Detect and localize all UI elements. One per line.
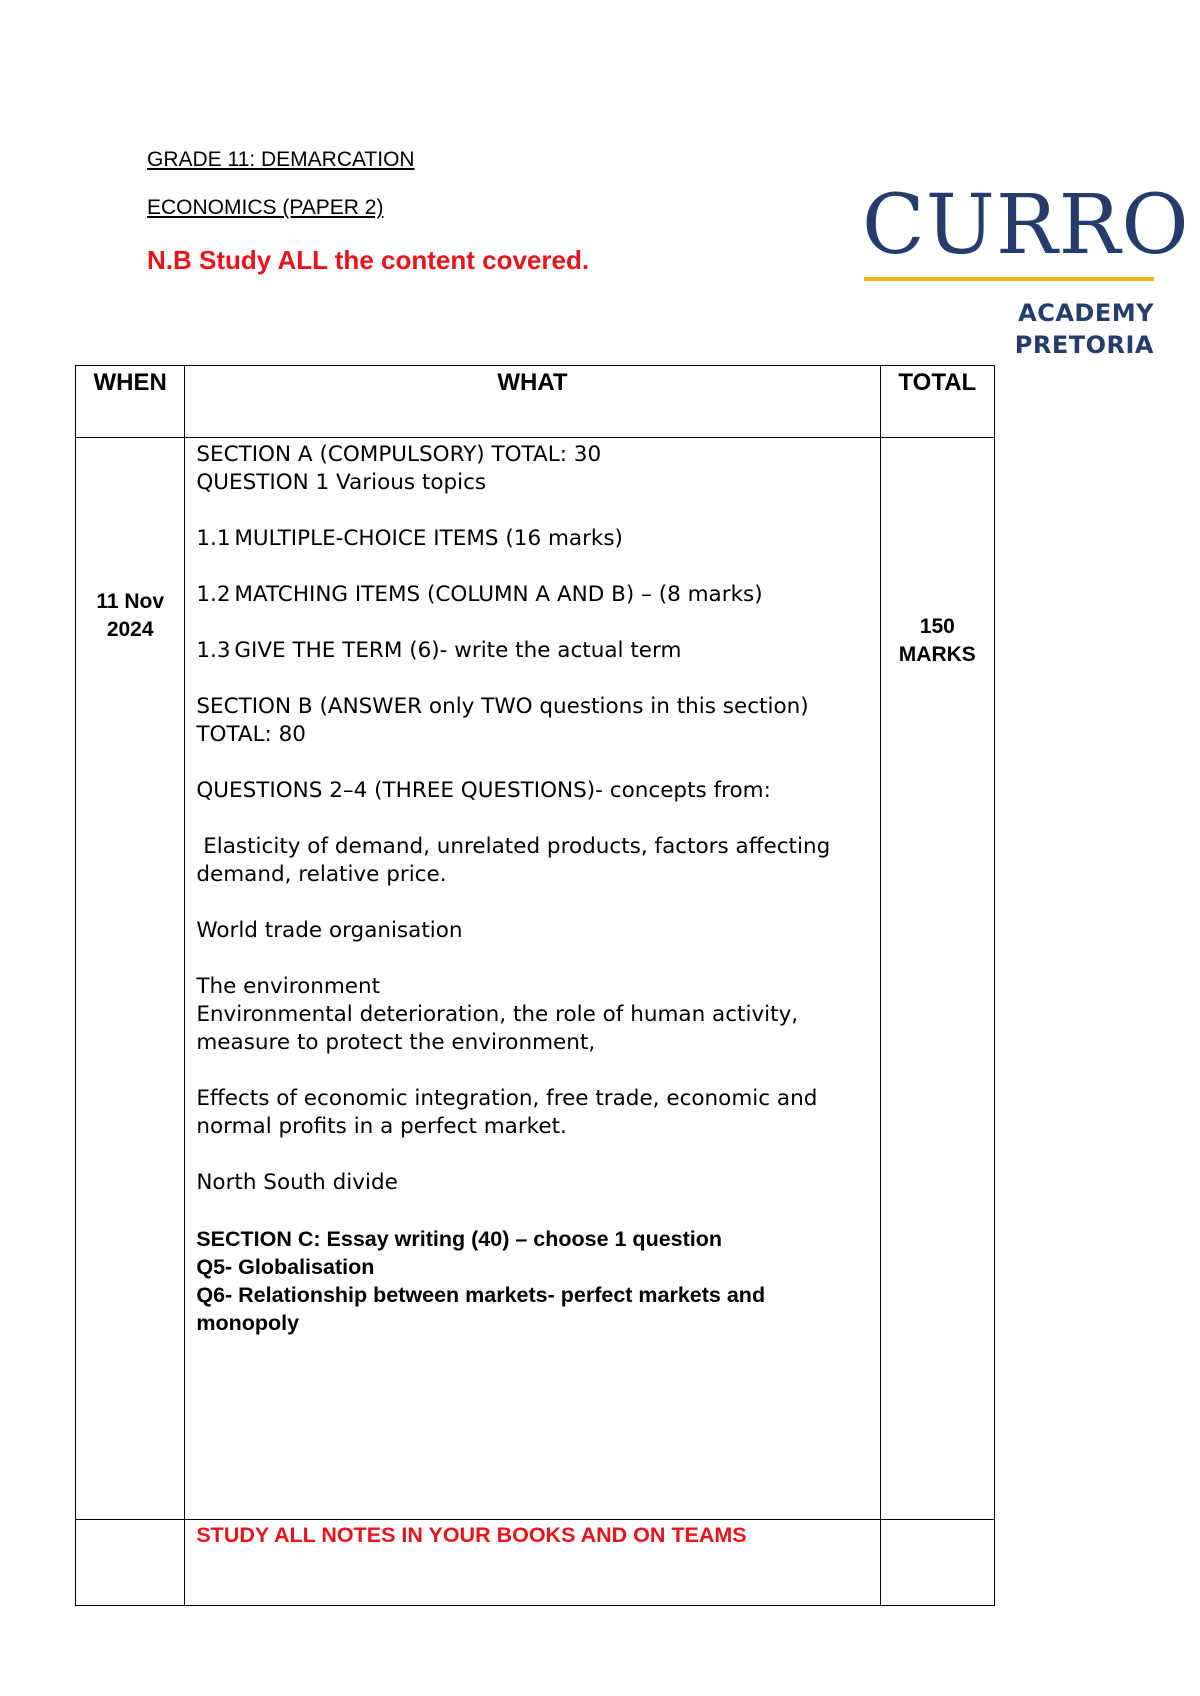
table-row xyxy=(76,438,995,1520)
logo-divider xyxy=(864,277,1154,281)
topic-environment-title: The environment xyxy=(196,974,381,999)
header-total: TOTAL xyxy=(880,366,994,438)
questions-2-4-heading: QUESTIONS 2–4 (THREE QUESTIONS)- concepts from: xyxy=(196,778,771,803)
total-marks-label: MARKS xyxy=(898,643,976,666)
demarcation-table xyxy=(75,365,995,1606)
total-marks-value: 150 xyxy=(919,615,955,638)
document-title: GRADE 11: DEMARCATION xyxy=(147,148,415,171)
header-when: WHEN xyxy=(76,366,185,438)
topic-north-south: North South divide xyxy=(196,1170,398,1195)
curro-logo xyxy=(862,178,1190,359)
document-subtitle: ECONOMICS (PAPER 2) xyxy=(147,196,384,219)
header-what: WHAT xyxy=(185,366,880,438)
what-cell xyxy=(185,438,880,1520)
topic-integration: Effects of economic integration, free trade, economic and normal profits in a perfect market. xyxy=(196,1086,818,1139)
logo-line-pretoria: PRETORIA xyxy=(1014,331,1154,359)
section-a-heading: SECTION A (COMPULSORY) TOTAL: 30 xyxy=(196,442,602,467)
question-5: Q5- Globalisation xyxy=(196,1255,375,1279)
list-item: 1.1 MULTIPLE-CHOICE ITEMS (16 marks) xyxy=(196,526,623,551)
logo-line-academy: ACADEMY xyxy=(1018,299,1154,327)
table-row xyxy=(76,1520,995,1606)
list-item: 1.2 MATCHING ITEMS (COLUMN A AND B) – (8 marks) xyxy=(196,582,763,607)
section-c-heading: SECTION C: Essay writing (40) – choose 1 question xyxy=(196,1227,723,1251)
table-header-row xyxy=(76,366,995,438)
exam-date-day: 11 Nov xyxy=(96,590,165,613)
section-b-heading: SECTION B (ANSWER only TWO questions in this section) TOTAL: 80 xyxy=(196,694,809,747)
topic-elasticity: Elasticity of demand, unrelated products, factors affecting demand, relative price. xyxy=(196,834,831,887)
total-cell xyxy=(880,438,994,1520)
exam-date-year: 2024 xyxy=(106,618,154,641)
when-cell xyxy=(76,438,185,1520)
study-notice: N.B Study ALL the content covered. xyxy=(147,245,590,275)
question-6: Q6- Relationship between markets- perfect markets and monopoly xyxy=(196,1283,766,1335)
logo-wordmark: CURRO xyxy=(862,178,1190,273)
topic-wto: World trade organisation xyxy=(196,918,463,943)
topic-environment-detail: Environmental deterioration, the role of human activity, measure to protect the environment, xyxy=(196,1002,799,1055)
footer-when-cell xyxy=(76,1520,185,1606)
list-item: 1.3 GIVE THE TERM (6)- write the actual term xyxy=(196,638,682,663)
question-1-heading: QUESTION 1 Various topics xyxy=(196,470,487,495)
study-notes-reminder: STUDY ALL NOTES IN YOUR BOOKS AND ON TEAMS xyxy=(185,1520,880,1606)
footer-total-cell xyxy=(880,1520,994,1606)
